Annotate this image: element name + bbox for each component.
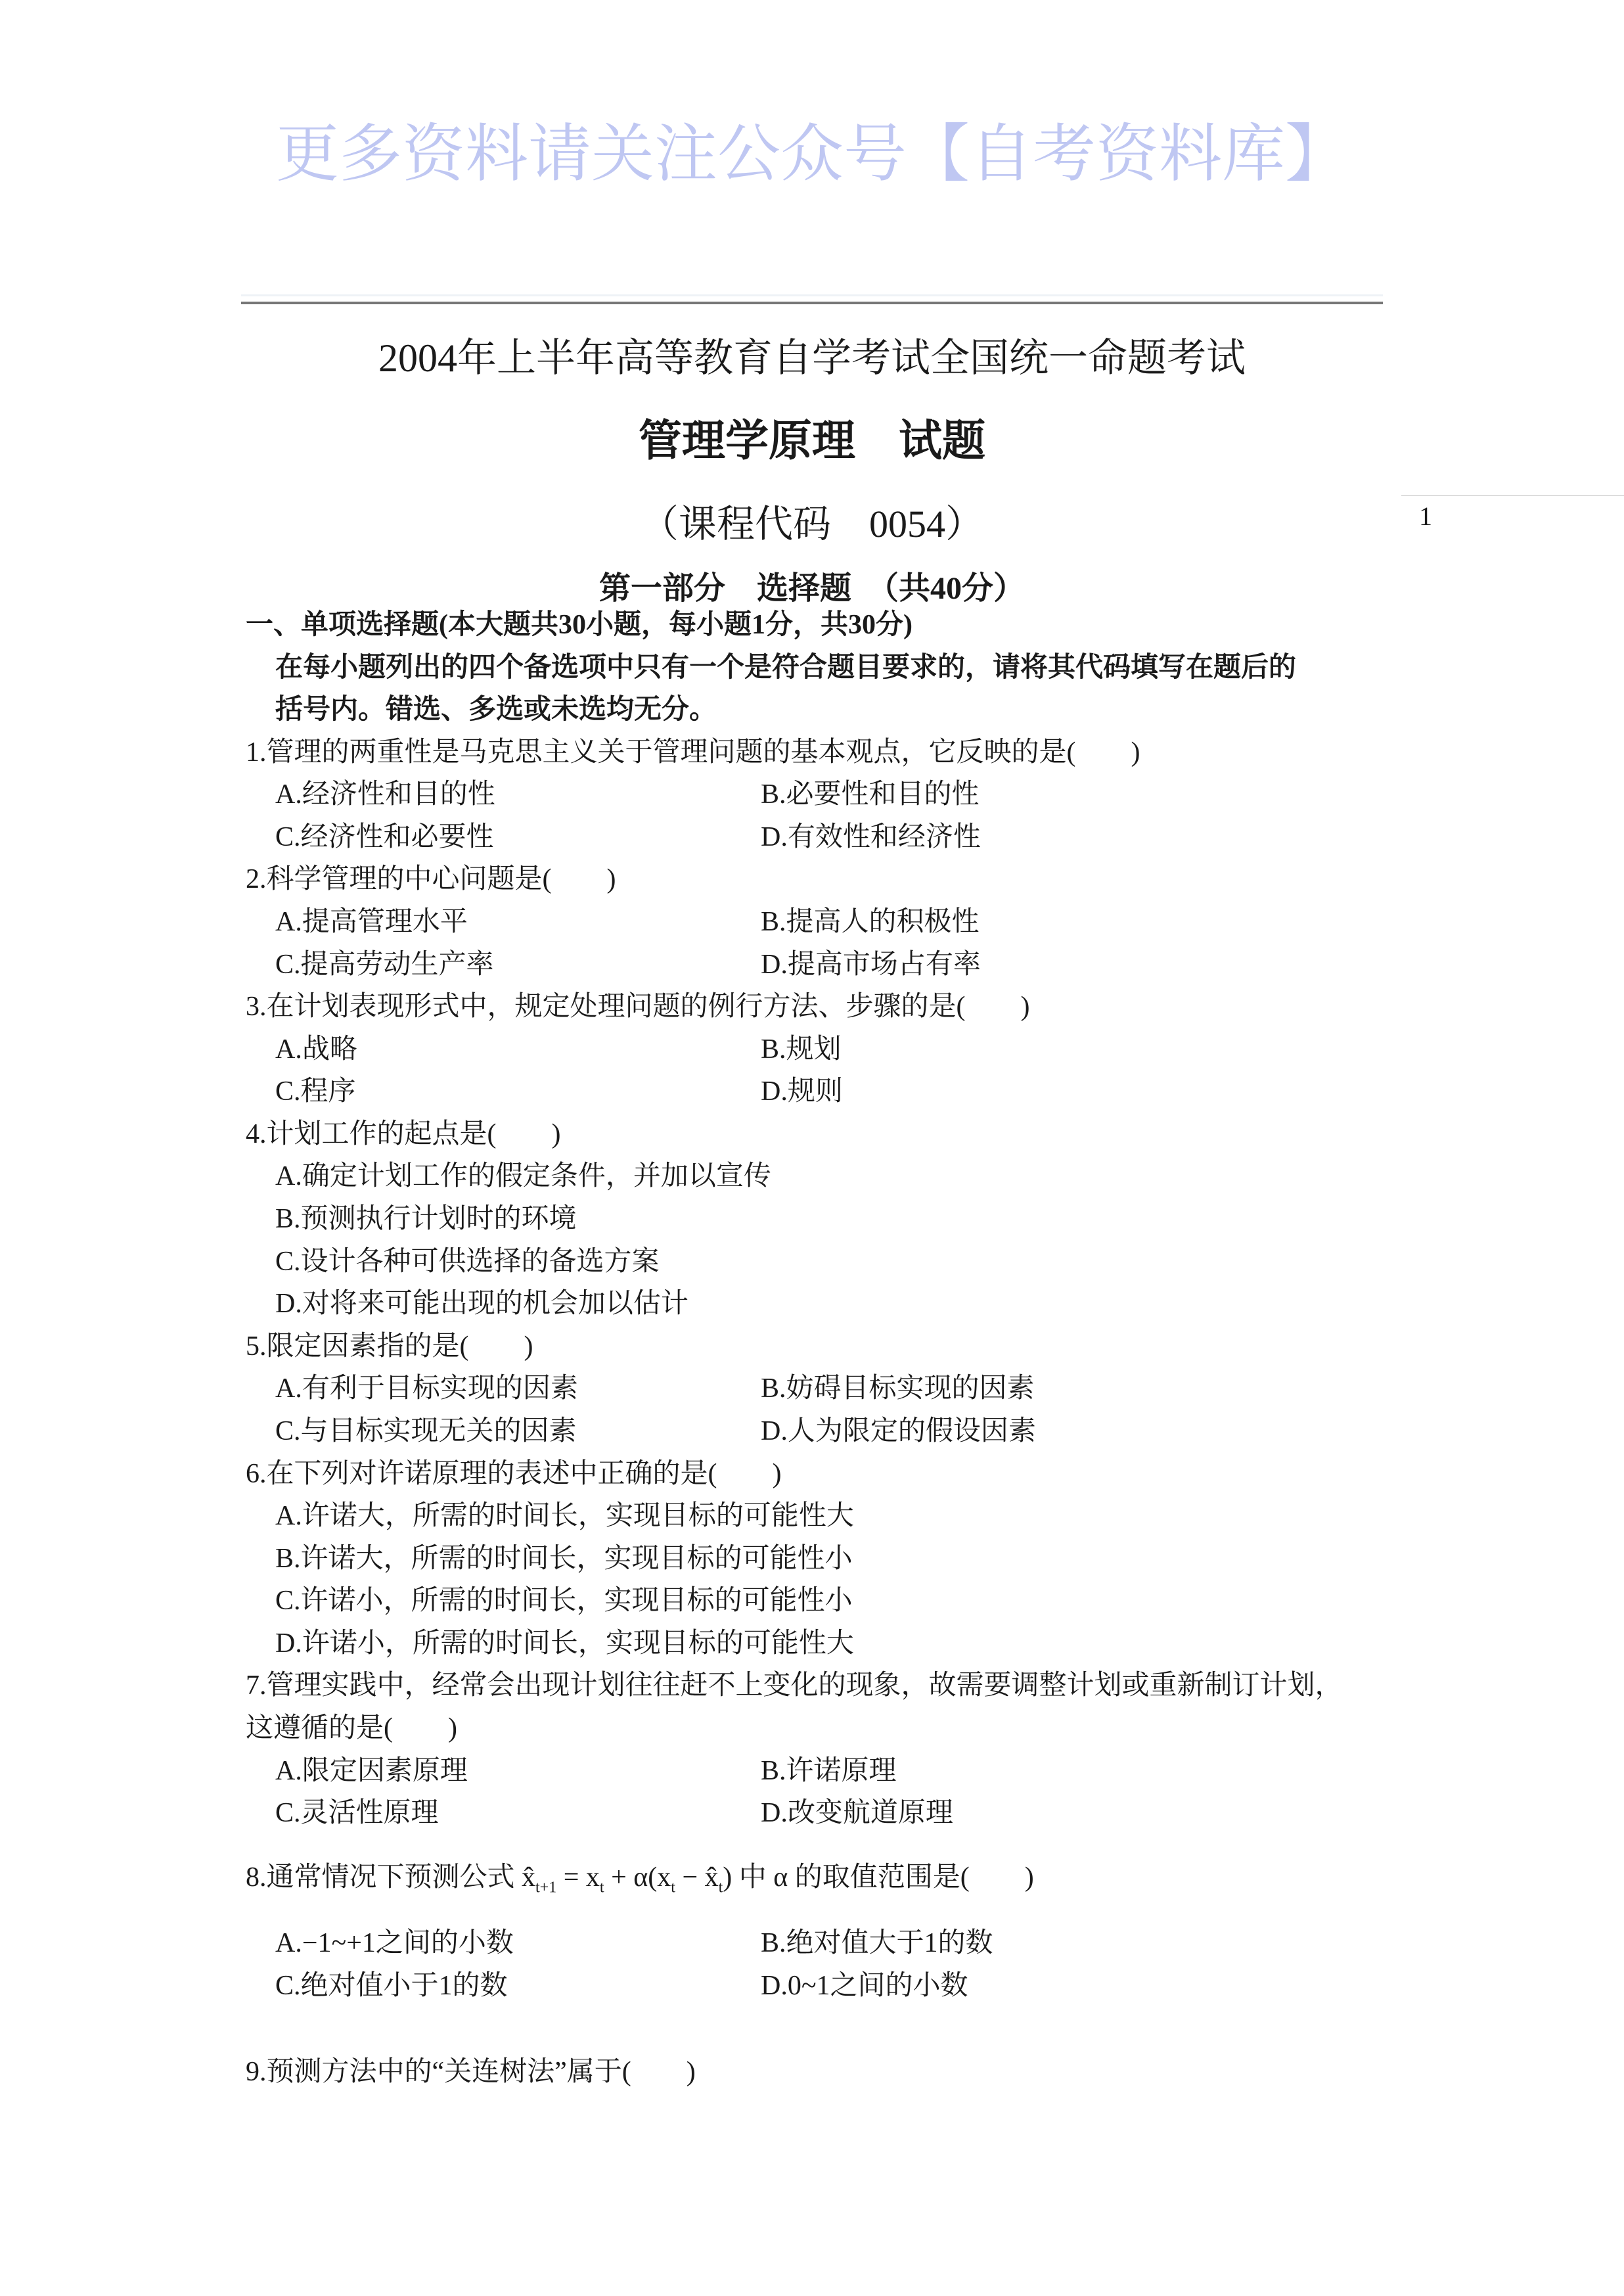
- option: D.0~1之间的小数: [761, 1971, 968, 2001]
- question-stem: 9.预测方法中的“关连树法”属于( ): [246, 2057, 696, 2087]
- option: D.许诺小，所需的时间长，实现目标的可能性大: [275, 1628, 854, 1659]
- page-number: 1: [1419, 501, 1432, 531]
- option: C.程序: [275, 1076, 356, 1107]
- option: D.规则: [761, 1076, 843, 1107]
- option: B.绝对值大于1的数: [761, 1928, 993, 1958]
- option: B.许诺大，所需的时间长，实现目标的可能性小: [275, 1544, 853, 1574]
- option: C.与目标实现无关的因素: [275, 1416, 577, 1446]
- formula-part: + α(x: [604, 1862, 671, 1893]
- option: A.−1~+1之间的小数: [275, 1928, 514, 1958]
- formula: [522, 1862, 733, 1896]
- part-heading: 一、单项选择题(本大题共30小题，每小题1分，共30分): [246, 610, 913, 640]
- option: B.许诺原理: [761, 1756, 897, 1786]
- subject-title: 管理学原理 试题: [639, 417, 985, 465]
- option: B.规划: [761, 1034, 842, 1065]
- stem-text: 中 α 的取值范围是( ): [732, 1862, 1034, 1893]
- formula-sub: t: [599, 1879, 604, 1896]
- question-stem: 1.管理的两重性是马克思主义关于管理问题的基本观点，它反映的是( ): [246, 737, 1140, 768]
- question-stem: 6.在下列对许诺原理的表述中正确的是( ): [246, 1459, 782, 1489]
- stem-text: 8.通常情况下预测公式: [246, 1862, 522, 1893]
- header-faint-band: [241, 294, 1383, 296]
- instructions: 括号内。错选、多选或未选均无分。: [275, 695, 717, 725]
- formula-sub: t+1: [535, 1879, 557, 1896]
- section-title: 第一部分 选择题 （共40分）: [598, 571, 1025, 606]
- option: B.妨碍目标实现的因素: [761, 1373, 1035, 1404]
- formula-part: ): [723, 1862, 733, 1893]
- question-stem: [246, 1861, 1034, 1904]
- option: C.许诺小，所需的时间长，实现目标的可能性小: [275, 1586, 853, 1616]
- option: A.战略: [275, 1034, 357, 1065]
- question-stem: 2.科学管理的中心问题是( ): [246, 864, 616, 894]
- option: B.预测执行计划时的环境: [275, 1204, 577, 1234]
- option: C.经济性和必要性: [275, 822, 494, 852]
- question-stem: 5.限定因素指的是( ): [246, 1331, 533, 1362]
- option: A.限定因素原理: [275, 1756, 468, 1786]
- option: B.必要性和目的性: [761, 779, 980, 810]
- header-rule: [241, 302, 1383, 304]
- question-stem: 4.计划工作的起点是( ): [246, 1119, 561, 1149]
- option: C.提高劳动生产率: [275, 950, 494, 980]
- formula-part: x̂: [522, 1862, 536, 1893]
- question-stem-continued: 这遵循的是( ): [246, 1713, 457, 1743]
- option: B.提高人的积极性: [761, 907, 980, 937]
- formula-part: − x̂: [675, 1862, 719, 1893]
- question-stem: 3.在计划表现形式中，规定处理问题的例行方法、步骤的是( ): [246, 992, 1030, 1022]
- option: A.有利于目标实现的因素: [275, 1373, 578, 1404]
- option: D.对将来可能出现的机会加以估计: [275, 1289, 688, 1319]
- course-code: （课程代码 0054）: [640, 503, 983, 545]
- option: A.许诺大，所需的时间长，实现目标的可能性大: [275, 1501, 854, 1531]
- formula-sub: t: [671, 1879, 675, 1896]
- formula-sub: t: [718, 1879, 723, 1896]
- question-stem: 7.管理实践中，经常会出现计划往往赶不上变化的现象，故需要调整计划或重新制订计划，: [246, 1670, 1343, 1701]
- option: C.灵活性原理: [275, 1798, 439, 1828]
- option: D.有效性和经济性: [761, 822, 981, 852]
- option: C.设计各种可供选择的备选方案: [275, 1247, 660, 1277]
- instructions: 在每小题列出的四个备选项中只有一个是符合题目要求的，请将其代码填写在题后的: [275, 653, 1297, 683]
- option: D.提高市场占有率: [761, 950, 981, 980]
- exam-title: 2004年上半年高等教育自学考试全国统一命题考试: [378, 336, 1246, 380]
- option: C.绝对值小于1的数: [275, 1971, 508, 2001]
- formula-part: = x: [556, 1862, 600, 1893]
- option: D.人为限定的假设因素: [761, 1416, 1036, 1446]
- option: D.改变航道原理: [761, 1798, 953, 1828]
- watermark: 更多资料请关注公众号【自考资料库】: [276, 119, 1348, 189]
- option: A.提高管理水平: [275, 907, 468, 937]
- option: A.经济性和目的性: [275, 779, 495, 810]
- option: A.确定计划工作的假定条件，并加以宣传: [275, 1161, 771, 1191]
